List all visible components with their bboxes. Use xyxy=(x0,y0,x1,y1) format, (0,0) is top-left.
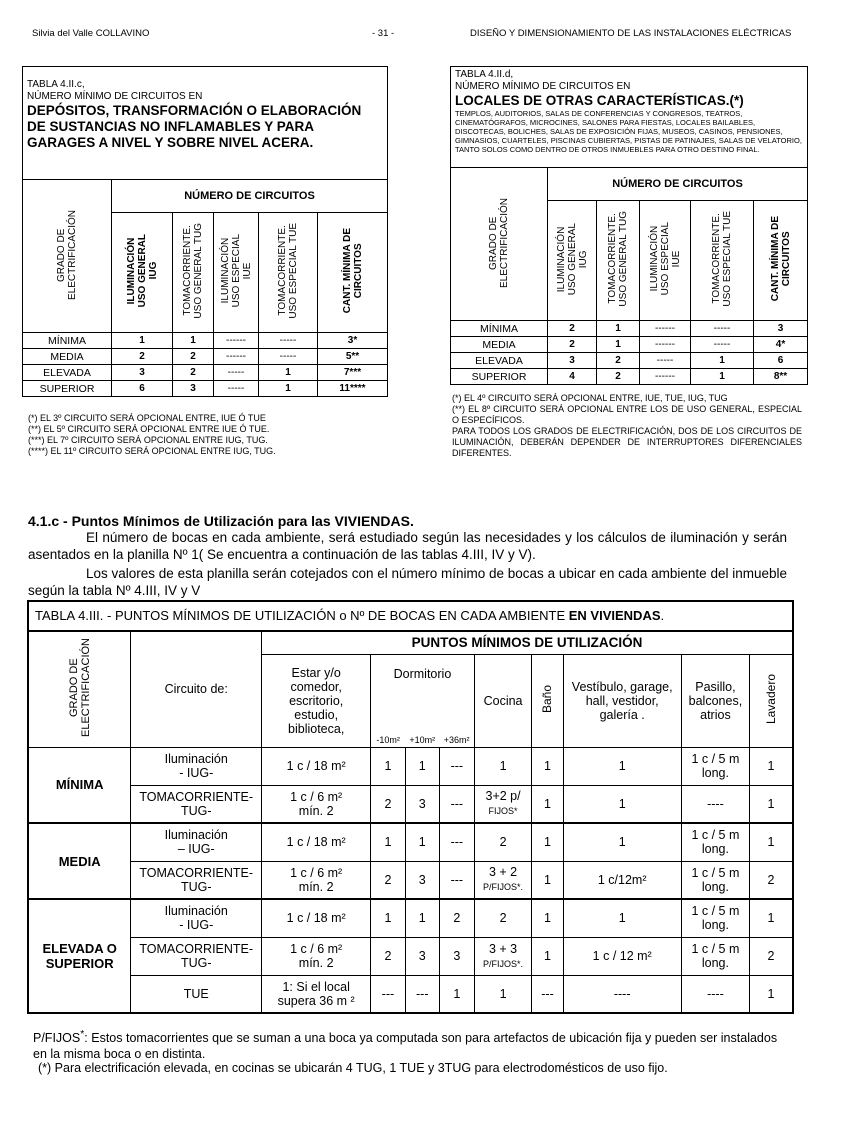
table-d-cell: 4* xyxy=(754,337,808,353)
table-4-ii-c xyxy=(22,66,388,397)
cocina-value: 3+2 p/ xyxy=(485,789,521,804)
header-title: DISEÑO Y DIMENSIONAMIENTO DE LAS INSTALACIONES ELÉCTRICAS xyxy=(470,28,792,39)
table-d-cell: 2 xyxy=(597,369,640,385)
table-c-cell: SUPERIOR xyxy=(23,381,112,397)
table-c-title: DEPÓSITOS, TRANSFORMACIÓN O ELABORACIÓN DE SUSTANCIAS NO INFLAMABLES Y PARA GARAGES A NIVEL Y SOBRE NIVEL ACERA. xyxy=(27,103,362,150)
table-row xyxy=(451,337,808,353)
table-3-cell-p: 1 c / 5 m long. xyxy=(681,823,749,861)
table-d-col-iug: ILUMINACIÓN USO GENERAL IUG xyxy=(548,201,597,321)
table-3-cell-v: 1 xyxy=(563,747,681,785)
table-3-cell-d2: 1 xyxy=(405,747,439,785)
table-c-cell: ------ xyxy=(214,333,259,349)
table-3-cell-c: TOMACORRIENTE- TUG- xyxy=(131,937,262,975)
table-3-cell-v: 1 xyxy=(563,785,681,823)
table-d-cell: 4 xyxy=(548,369,597,385)
table-3-cell-e: 1 c / 6 m² mín. 2 xyxy=(262,861,371,899)
table-3-cell-e: 1 c / 6 m² mín. 2 xyxy=(262,937,371,975)
table-c-cell: 2 xyxy=(112,349,173,365)
table-c-cell: ELEVADA xyxy=(23,365,112,381)
table-3-cell-p: ---- xyxy=(681,975,749,1013)
table-3-cell-c: TOMACORRIENTE- TUG- xyxy=(131,785,262,823)
table-3-cell-d1: 2 xyxy=(371,785,405,823)
table-3-cell-l: 1 xyxy=(750,899,793,937)
table-d-cell: ----- xyxy=(691,337,754,353)
table-3-cell-c: TOMACORRIENTE- TUG- xyxy=(131,861,262,899)
cocina-value: 1 xyxy=(499,986,507,1001)
table-d-cell: MEDIA xyxy=(451,337,548,353)
cocina-note: P/FIJOS*. xyxy=(483,882,524,893)
table-3-cell-p: 1 c / 5 m long. xyxy=(681,899,749,937)
table-3-cell-d2: 1 xyxy=(405,899,439,937)
table-3-cell-b: 1 xyxy=(532,899,563,937)
table-c-col-tug: TOMACORRIENTE. USO GENERAL TUG xyxy=(173,213,214,333)
table-d-cell: 2 xyxy=(548,321,597,337)
table-d-cell: 1 xyxy=(597,321,640,337)
table-row xyxy=(28,823,793,861)
table-3-cell-c: Iluminación - IUG- xyxy=(131,747,262,785)
table-3-cell-b: --- xyxy=(532,975,563,1013)
table-c-cell: ----- xyxy=(259,349,318,365)
table-d-list: TEMPLOS, AUDITORIOS, SALAS DE CONFERENCIAS Y CONGRESOS, TEATROS, CINEMATÓGRAFOS, MICROCINES, SALONES PARA FIESTAS, LOCALES BAILABLES, DISCOTECAS, BOLICHES, SALAS DE EXPOSICIÓN FIJAS, MUSEOS, CASINOS, PENSIONES, GIMNASIOS, CUARTELES, PISCINAS CUBIERTAS, PISTAS DE PATINAJES, SALAS DE VELATORIO, TANTO SOLOS COMO DENTRO DE OTROS INMUEBLES PARA OTRO DESTINO FINAL. xyxy=(455,109,802,154)
table-3-circuito-header: Circuito de: xyxy=(131,631,262,747)
cocina-value: 2 xyxy=(499,835,507,850)
table-d-cell: ELEVADA xyxy=(451,353,548,369)
table-3-cell-d3: --- xyxy=(439,823,474,861)
cocina-value: 3 + 3 xyxy=(488,941,518,956)
table-3-cell-b: 1 xyxy=(532,823,563,861)
cocina-note: FIJOS* xyxy=(488,806,518,817)
table-3-cell-d3: 1 xyxy=(439,975,474,1013)
table-d-cell: ----- xyxy=(640,353,691,369)
table-3-col-vestibulo: Vestíbulo, garage, hall, vestidor, galería . xyxy=(563,655,681,748)
table-3-cell-p: 1 c / 5 m long. xyxy=(681,937,749,975)
table-3-cell-v: 1 c / 12 m² xyxy=(563,937,681,975)
table-3-cell-c: Iluminación – IUG- xyxy=(131,823,262,861)
table-d-cell: 6 xyxy=(754,353,808,369)
table-3-grade: ELEVADA O SUPERIOR xyxy=(28,899,131,1013)
cocina-value: 3 + 2 xyxy=(488,865,518,880)
table-3-dorm-sub-3: +36m² xyxy=(439,733,474,748)
table-3-cell-p: 1 c / 5 m long. xyxy=(681,747,749,785)
table-row xyxy=(23,381,388,397)
table-3-cell-e: 1 c / 18 m² xyxy=(262,747,371,785)
table-3-cell-d3: --- xyxy=(439,785,474,823)
section-paragraph-1: El número de bocas en cada ambiente, será estudiado según las necesidades y los cálculos de iluminación y serán asentados en la planilla Nº 1( Se encuentra a continuación de las tablas 4.III, IV y V). xyxy=(28,530,787,562)
table-3-cell-co xyxy=(474,747,532,785)
table-3-cell-c: Iluminación - IUG- xyxy=(131,899,262,937)
table-c-cell: 6 xyxy=(112,381,173,397)
table-3-col-pasillo: Pasillo, balcones, atrios xyxy=(681,655,749,748)
table-3-cell-e: 1 c / 18 m² xyxy=(262,823,371,861)
table-row xyxy=(23,349,388,365)
table-3-cell-co xyxy=(474,937,532,975)
table-3-cell-d2: 1 xyxy=(405,823,439,861)
table-row xyxy=(28,937,793,975)
table-d-label: TABLA 4.II.d, xyxy=(455,69,514,80)
table-3-cell-v: 1 xyxy=(563,823,681,861)
table-3-dorm-sub-2: +10m² xyxy=(405,733,439,748)
table-3-puntos-header: PUNTOS MÍNIMOS DE UTILIZACIÓN xyxy=(262,631,793,655)
section-paragraph-2: Los valores de esta planilla serán cotejados con el número mínimo de bocas a ubicar en cada ambiente del inmueble según la tabla Nº 4.III, IV y V xyxy=(28,566,787,598)
section-heading: 4.1.c - Puntos Mínimos de Utilización para las VIVIENDAS. xyxy=(28,513,414,529)
table-c-cell: ----- xyxy=(214,365,259,381)
cocina-value: 2 xyxy=(499,911,507,926)
table-d-notes: (*) EL 4º CIRCUITO SERÁ OPCIONAL ENTRE, IUE, TUE, IUG, TUG (**) EL 8º CIRCUITO SERÁ OPCIONAL ENTRE LOS DE USO GENERAL, ESPECIAL O ESPECÍFICOS. PARA TODOS LOS GRADOS DE ELECTRIFICACIÓN, DOS DE LOS CIRCUITOS DE ILUMINACIÓN, DEBERÁN DEPENDER DE INTERRUPTORES DIFERENCIALES DIFERENTES. xyxy=(452,393,802,458)
table-row xyxy=(28,861,793,899)
table-3-cell-d1: 2 xyxy=(371,861,405,899)
table-3-cell-co xyxy=(474,785,532,823)
table-3-col-dormitorio: Dormitorio xyxy=(371,655,475,733)
footnote-fijos: P/FIJOS*: Estos tomacorrientes que se suman a una boca ya computada son para artefactos de ubicación fija y pueden ser instalados en la misma boca o en distinta. xyxy=(33,1029,778,1062)
table-3-cell-l: 1 xyxy=(750,785,793,823)
table-3-cell-l: 1 xyxy=(750,747,793,785)
table-c-cell: 3 xyxy=(112,365,173,381)
table-3-grado-header: GRADO DE ELECTRIFICACIÓN xyxy=(28,631,131,747)
table-row xyxy=(28,899,793,937)
table-row xyxy=(28,747,793,785)
table-c-col-total: CANT. MÍNIMA DE CIRCUITOS xyxy=(318,213,388,333)
table-d-cell: 2 xyxy=(548,337,597,353)
table-c-cell: 1 xyxy=(259,381,318,397)
table-3-cell-e: 1 c / 6 m² mín. 2 xyxy=(262,785,371,823)
table-3-cell-c: TUE xyxy=(131,975,262,1013)
table-d-cell: MÍNIMA xyxy=(451,321,548,337)
table-c-cell: MEDIA xyxy=(23,349,112,365)
table-3-col-cocina: Cocina xyxy=(474,655,532,748)
table-3-cell-l: 1 xyxy=(750,823,793,861)
header-author: Silvia del Valle COLLAVINO xyxy=(32,28,150,39)
table-d-cell: ------ xyxy=(640,369,691,385)
table-3-cell-d1: 1 xyxy=(371,747,405,785)
table-c-cell: 11**** xyxy=(318,381,388,397)
table-3-cell-d3: 2 xyxy=(439,899,474,937)
table-d-cell: 1 xyxy=(597,337,640,353)
table-3-cell-b: 1 xyxy=(532,747,563,785)
table-c-cell: 5** xyxy=(318,349,388,365)
table-3-cell-v: 1 xyxy=(563,899,681,937)
table-d-col-tug: TOMACORRIENTE. USO GENERAL TUG xyxy=(597,201,640,321)
table-3-cell-d2: 3 xyxy=(405,861,439,899)
table-d-cell: ------ xyxy=(640,321,691,337)
table-3-cell-l: 2 xyxy=(750,861,793,899)
table-c-col-iue: ILUMINACIÓN USO ESPECIAL IUE xyxy=(214,213,259,333)
table-c-cell: 2 xyxy=(173,349,214,365)
table-d-cell: ----- xyxy=(691,321,754,337)
table-d-cell: 8** xyxy=(754,369,808,385)
table-row xyxy=(451,321,808,337)
table-c-cell: ----- xyxy=(214,381,259,397)
table-c-subtitle: NÚMERO MÍNIMO DE CIRCUITOS EN xyxy=(27,91,203,102)
table-c-cell: 1 xyxy=(259,365,318,381)
table-3-cell-b: 1 xyxy=(532,861,563,899)
table-3-cell-v: ---- xyxy=(563,975,681,1013)
table-d-cell: 2 xyxy=(597,353,640,369)
table-c-num-header: NÚMERO DE CIRCUITOS xyxy=(112,180,388,213)
table-3-cell-co xyxy=(474,823,532,861)
table-d-col-tue: TOMACORRIENTE. USO ESPECIAL TUE xyxy=(691,201,754,321)
table-d-col-iue: ILUMINACIÓN USO ESPECIAL IUE xyxy=(640,201,691,321)
table-row xyxy=(451,353,808,369)
table-c-label: TABLA 4.II.c, xyxy=(27,79,85,90)
table-3-dorm-sub-1: -10m² xyxy=(371,733,405,748)
table-3-cell-d2: 3 xyxy=(405,785,439,823)
table-4-ii-d xyxy=(450,66,808,385)
table-row xyxy=(23,333,388,349)
table-3-col-estar: Estar y/o comedor, escritorio, estudio, biblioteca, xyxy=(262,655,371,748)
table-c-cell: ----- xyxy=(259,333,318,349)
table-row xyxy=(28,975,793,1013)
table-c-col-tue: TOMACORRIENTE. USO ESPECIAL TUE xyxy=(259,213,318,333)
table-row xyxy=(28,785,793,823)
table-d-cell: 1 xyxy=(691,369,754,385)
table-3-cell-e: 1: Si el local supera 36 m ² xyxy=(262,975,371,1013)
table-d-cell: SUPERIOR xyxy=(451,369,548,385)
table-3-cell-v: 1 c/12m² xyxy=(563,861,681,899)
table-3-cell-d2: 3 xyxy=(405,937,439,975)
table-3-cell-p: 1 c / 5 m long. xyxy=(681,861,749,899)
table-c-cell: 1 xyxy=(112,333,173,349)
table-3-grade: MEDIA xyxy=(28,823,131,899)
page-number: - 31 - xyxy=(372,28,395,39)
table-c-cell: 3 xyxy=(173,381,214,397)
table-3-cell-b: 1 xyxy=(532,785,563,823)
table-c-notes: (*) EL 3º CIRCUITO SERÁ OPCIONAL ENTRE, IUE Ó TUE (**) EL 5º CIRCUITO SERÁ OPCIONAL ENTRE IUE Ó TUE. (***) EL 7º CIRCUITO SERÁ OPCIONAL ENTRE IUG, TUG. (****) EL 11º CIRCUITO SERÁ OPCIONAL ENTRE IUG, TUG. xyxy=(28,413,276,456)
table-3-cell-e: 1 c / 18 m² xyxy=(262,899,371,937)
table-d-col-total: CANT. MÍNIMA DE CIRCUITOS xyxy=(754,201,808,321)
table-c-cell: 1 xyxy=(173,333,214,349)
table-3-cell-d1: 2 xyxy=(371,937,405,975)
footnote-elevada: (*) Para electrificación elevada, en cocinas se ubicarán 4 TUG, 1 TUE y 3TUG para electrodomésticos de uso fijo. xyxy=(38,1061,668,1075)
table-3-cell-d3: --- xyxy=(439,861,474,899)
table-3-cell-d1: 1 xyxy=(371,823,405,861)
table-3-cell-d3: --- xyxy=(439,747,474,785)
table-3-cell-d2: --- xyxy=(405,975,439,1013)
table-3-cell-co xyxy=(474,899,532,937)
cocina-value: 1 xyxy=(499,759,507,773)
table-3-cell-co xyxy=(474,975,532,1013)
table-3-grade: MÍNIMA xyxy=(28,747,131,823)
table-3-cell-co xyxy=(474,861,532,899)
table-d-grado-header: GRADO DE ELECTRIFICACIÓN xyxy=(451,168,548,321)
table-c-cell: 2 xyxy=(173,365,214,381)
table-d-num-header: NÚMERO DE CIRCUITOS xyxy=(548,168,808,201)
table-4-iii xyxy=(27,600,794,1014)
table-c-cell: 3* xyxy=(318,333,388,349)
table-d-cell: ------ xyxy=(640,337,691,353)
table-3-cell-l: 1 xyxy=(750,975,793,1013)
table-d-cell: 1 xyxy=(691,353,754,369)
table-c-caption xyxy=(23,67,388,180)
table-3-title: TABLA 4.III. - PUNTOS MÍNIMOS DE UTILIZACIÓN o Nº DE BOCAS EN CADA AMBIENTE EN VIVIENDAS. xyxy=(28,601,793,631)
table-3-cell-l: 2 xyxy=(750,937,793,975)
table-3-cell-d1: --- xyxy=(371,975,405,1013)
table-3-col-bano: Baño xyxy=(532,655,563,748)
table-d-cell: 3 xyxy=(548,353,597,369)
table-d-title: LOCALES DE OTRAS CARACTERÍSTICAS.(*) xyxy=(455,93,744,108)
cocina-note: P/FIJOS*. xyxy=(483,958,524,969)
table-c-cell: MÍNIMA xyxy=(23,333,112,349)
table-c-grado-header: GRADO DE ELECTRIFICACIÓN xyxy=(23,180,112,333)
table-row xyxy=(451,369,808,385)
table-c-cell: ------ xyxy=(214,349,259,365)
table-3-cell-b: 1 xyxy=(532,937,563,975)
table-d-cell: 3 xyxy=(754,321,808,337)
table-c-col-iug: ILUMINACIÓN USO GENERAL IUG xyxy=(112,213,173,333)
table-3-col-lavadero: Lavadero xyxy=(750,655,793,748)
table-3-cell-d3: 3 xyxy=(439,937,474,975)
table-d-subtitle: NÚMERO MÍNIMO DE CIRCUITOS EN xyxy=(455,81,631,92)
table-3-cell-d1: 1 xyxy=(371,899,405,937)
table-3-cell-p: ---- xyxy=(681,785,749,823)
table-row xyxy=(23,365,388,381)
table-c-cell: 7*** xyxy=(318,365,388,381)
table-d-caption xyxy=(451,67,808,168)
